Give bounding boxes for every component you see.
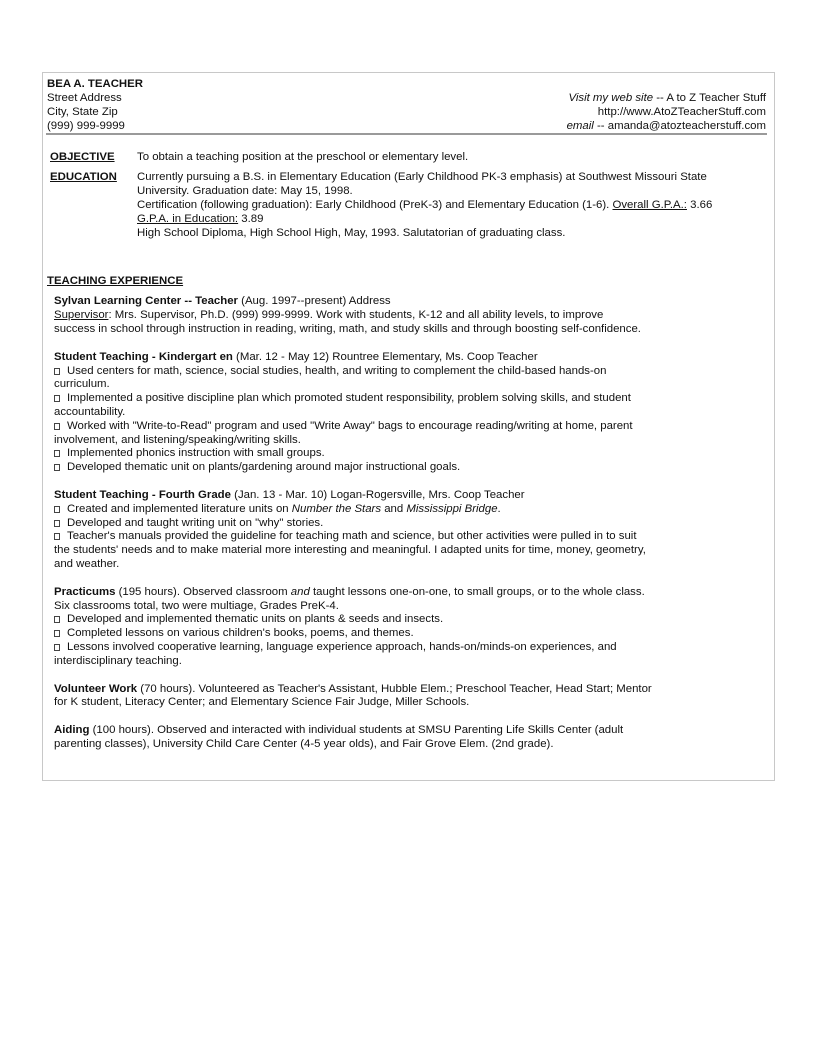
education-gpa-value: 3.89 (238, 213, 264, 225)
bullet-box-icon (54, 644, 60, 651)
practicums-bullet-3 (54, 640, 617, 654)
practicums-meta: (195 hours). Observed classroom (115, 586, 291, 598)
website-name: -- A to Z Teacher Stuff (653, 92, 766, 104)
supervisor-text: : Mrs. Supervisor, Ph.D. (999) 999-9999. Work with students, K-12 and all ability levels, to improve (108, 309, 604, 321)
email-address[interactable]: -- amanda@atozteacherstuff.com (593, 120, 766, 132)
experience-heading: TEACHING EXPERIENCE (47, 275, 184, 287)
kinder-title: Student Teaching - Kindergart en (54, 351, 233, 363)
bullet-box-icon (54, 520, 60, 527)
education-line-4 (137, 212, 263, 226)
candidate-name: BEA A. TEACHER (47, 78, 143, 90)
kinder-bullet-5 (54, 460, 460, 474)
bullet-box-icon (54, 395, 60, 402)
fourth-bullet-3-cont-1: the students' needs and to make material more interesting and meaningful. I adapted units for time, money, geometry, (54, 544, 646, 556)
website-url[interactable]: http://www.AtoZTeacherStuff.com (597, 106, 766, 118)
kinder-meta: (Mar. 12 - May 12) Rountree Elementary, Ms. Coop Teacher (232, 351, 538, 363)
sylvan-line-2: success in school through instruction in reading, writing, math, and study skills and through boosting self-confidence. (54, 323, 641, 335)
practicums-bullet-2-text: Completed lessons on various children's books, poems, and themes. (67, 627, 414, 639)
sylvan-meta: (Aug. 1997--present) Address (238, 295, 391, 307)
practicums-bullet-3-text: Lessons involved cooperative learning, language experience approach, hands-on/minds-on experiences, and (67, 641, 617, 653)
aiding-title-line (54, 723, 623, 737)
fourth-bullet-2 (54, 516, 323, 530)
city-state-zip: City, State Zip (47, 106, 118, 118)
kinder-bullet-2-cont: accountability. (54, 406, 126, 418)
bullet-box-icon (54, 506, 60, 513)
kinder-title-line (54, 350, 538, 364)
practicums-bullet-1 (54, 612, 443, 626)
bullet-box-icon (54, 630, 60, 637)
bullet-box-icon (54, 423, 60, 430)
practicums-line-2: Six classrooms total, two were multiage, Grades PreK-4. (54, 600, 339, 612)
volunteer-meta: (70 hours). Volunteered as Teacher's Assistant, Hubble Elem.; Preschool Teacher, Head Start; Mentor (137, 683, 652, 695)
certification-text: Certification (following graduation): Early Childhood (PreK-3) and Elementary Education (1-6). (137, 199, 613, 211)
bullet-box-icon (54, 616, 60, 623)
book-title-1: Number the Stars (291, 503, 382, 515)
aiding-title: Aiding (54, 724, 90, 736)
education-line-3 (137, 198, 712, 212)
aiding-line-2: parenting classes), University Child Care Center (4-5 year olds), and Fair Grove Elem. (2nd grade). (54, 738, 554, 750)
education-gpa-label: G.P.A. in Education: (137, 213, 239, 225)
kinder-bullet-1-text: Used centers for math, science, social studies, health, and writing to complement the child-based hands-on (67, 365, 607, 377)
fourth-title-line (54, 488, 525, 502)
phone-number: (999) 999-9999 (47, 120, 125, 132)
kinder-bullet-3-text: Worked with "Write-to-Read" program and used "Write Away" bags to encourage reading/writing at home, parent (67, 420, 633, 432)
kinder-bullet-2 (54, 391, 631, 405)
header-divider (46, 133, 767, 135)
bullet-box-icon (54, 464, 60, 471)
fourth-bullet-1 (54, 502, 501, 516)
kinder-bullet-1-cont: curriculum. (54, 378, 110, 390)
kinder-bullet-3-cont: involvement, and listening/speaking/writing skills. (54, 434, 301, 446)
fourth-bullet-3-text: Teacher's manuals provided the guideline for teaching math and science, but other activities were pulled in to suit (67, 530, 637, 542)
education-heading: EDUCATION (50, 171, 117, 183)
fourth-bullet-2-text: Developed and taught writing unit on "why" stories. (67, 517, 324, 529)
practicums-meta-end: taught lessons one-on-one, to small groups, or to the whole class. (309, 586, 645, 598)
education-line-1: Currently pursuing a B.S. in Elementary Education (Early Childhood PK-3 emphasis) at Southwest Missouri State (137, 171, 707, 183)
supervisor-label: Supervisor (54, 309, 109, 321)
fourth-bullet-3 (54, 529, 637, 543)
sylvan-title: Sylvan Learning Center -- Teacher (54, 295, 238, 307)
website-label: Visit my web site (568, 92, 654, 104)
fourth-bullet-1-end: . (497, 503, 501, 515)
fourth-bullet-1-and: and (381, 503, 407, 515)
volunteer-title-line (54, 682, 652, 696)
practicums-bullet-1-text: Developed and implemented thematic units on plants & seeds and insects. (67, 613, 444, 625)
bullet-box-icon (54, 533, 60, 540)
volunteer-line-2: for K student, Literacy Center; and Elementary Science Fair Judge, Miller Schools. (54, 696, 470, 708)
bullet-box-icon (54, 450, 60, 457)
objective-text: To obtain a teaching position at the preschool or elementary level. (137, 151, 469, 163)
fourth-bullet-3-cont-2: and weather. (54, 558, 120, 570)
objective-heading: OBJECTIVE (50, 151, 115, 163)
practicums-bullet-3-cont: interdisciplinary teaching. (54, 655, 182, 667)
overall-gpa-label: Overall G.P.A.: (612, 199, 687, 211)
website-line (568, 91, 766, 105)
fourth-title: Student Teaching - Fourth Grade (54, 489, 231, 501)
practicums-title: Practicums (54, 586, 116, 598)
street-address: Street Address (47, 92, 122, 104)
kinder-bullet-4 (54, 446, 325, 460)
book-title-2: Mississippi Bridge (406, 503, 498, 515)
kinder-bullet-2-text: Implemented a positive discipline plan which promoted student responsibility, problem solving skills, and student (67, 392, 631, 404)
kinder-bullet-1 (54, 364, 606, 378)
practicums-and: and (290, 586, 310, 598)
kinder-bullet-3 (54, 419, 633, 433)
email-line (567, 119, 766, 133)
aiding-meta: (100 hours). Observed and interacted with individual students at SMSU Parenting Life Skills Center (adult (89, 724, 624, 736)
education-line-5: High School Diploma, High School High, May, 1993. Salutatorian of graduating class. (137, 227, 566, 239)
overall-gpa-value: 3.66 (686, 199, 713, 211)
sylvan-line-1 (54, 308, 603, 322)
kinder-bullet-4-text: Implemented phonics instruction with small groups. (67, 447, 325, 459)
fourth-meta: (Jan. 13 - Mar. 10) Logan-Rogersville, Mrs. Coop Teacher (230, 489, 525, 501)
email-label: email (566, 120, 594, 132)
education-line-2: University. Graduation date: May 15, 1998. (137, 185, 353, 197)
kinder-bullet-5-text: Developed thematic unit on plants/gardening around major instructional goals. (67, 461, 461, 473)
bullet-box-icon (54, 368, 60, 375)
practicums-title-line (54, 585, 645, 599)
volunteer-title: Volunteer Work (54, 683, 138, 695)
fourth-bullet-1-text: Created and implemented literature units on (67, 503, 292, 515)
sylvan-title-line (54, 294, 391, 308)
practicums-bullet-2 (54, 626, 414, 640)
